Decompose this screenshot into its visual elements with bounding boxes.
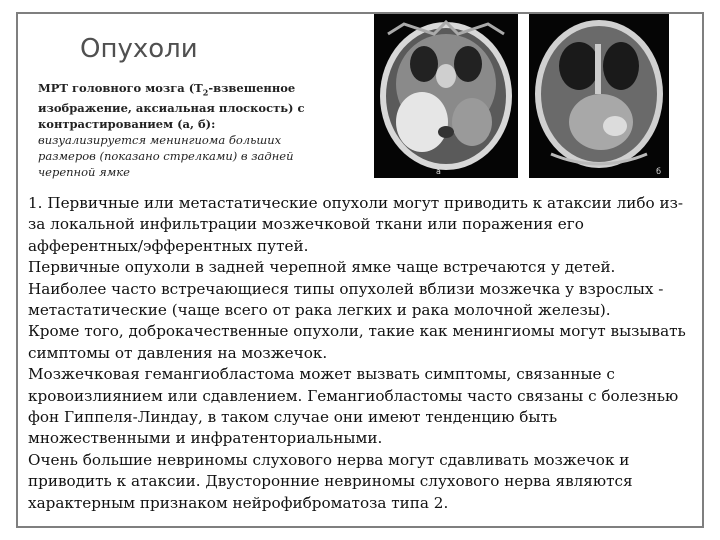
paragraph: Наиболее часто встречающиеся типы опухолей вблизи мозжечка у взрослых - метастатические (чаще всего от рака легких и рака молочной железы). [28,279,664,320]
paragraph: Очень большие невриномы слухового нерва могут сдавливать мозжечок и приводить к атаксии. Двусторонние невриномы слухового нерва являются характерным признаком нейрофиброматоза типа 2. [28,450,633,512]
body-text [28,193,700,514]
mri-axial-image [374,14,518,178]
paragraph: Кроме того, доброкачественные опухоли, такие как менингиомы могут вызывать симптомы от давления на мозжечок. [28,322,686,362]
caption-prefix: МРТ головного мозга (Т [38,81,203,95]
paragraph: 1. Первичные или метастатические опухоли могут приводить к атаксии либо из-за локальной инфильтрации мозжечковой ткани или поражения его афферентных/эфферентных путей. [28,194,683,255]
image-a-label: а [436,167,441,176]
mri-coronal-image [529,14,669,178]
caption-italic: визуализируется менингиома больших размеров (показано стрелками) в задней черепной ямке [38,133,294,180]
paragraph: Мозжечковая гемангиобластома может вызвать симптомы, связанные с кровоизлиянием или сдавлением. Гемангиобластомы часто связаны с болезнью фон Гиппеля-Линдау, в таком случае они имеют тенденцию быть множественными и инфратенториальными. [28,365,679,448]
paragraph: Первичные опухоли в задней черепной ямке чаще встречаются у детей. [28,258,616,277]
mri-coronal-graphic [529,14,669,178]
slide-title: Опухоли [80,34,198,64]
caption-subscript: 2 [202,87,209,98]
image-caption [38,80,338,180]
image-b-label: б [656,167,661,176]
caption-bold [38,80,338,132]
caption-suffix: -взвешенное изображение, аксиальная плоскость) с контрастированием (а, б): [38,81,305,132]
mri-axial-graphic [374,14,518,178]
